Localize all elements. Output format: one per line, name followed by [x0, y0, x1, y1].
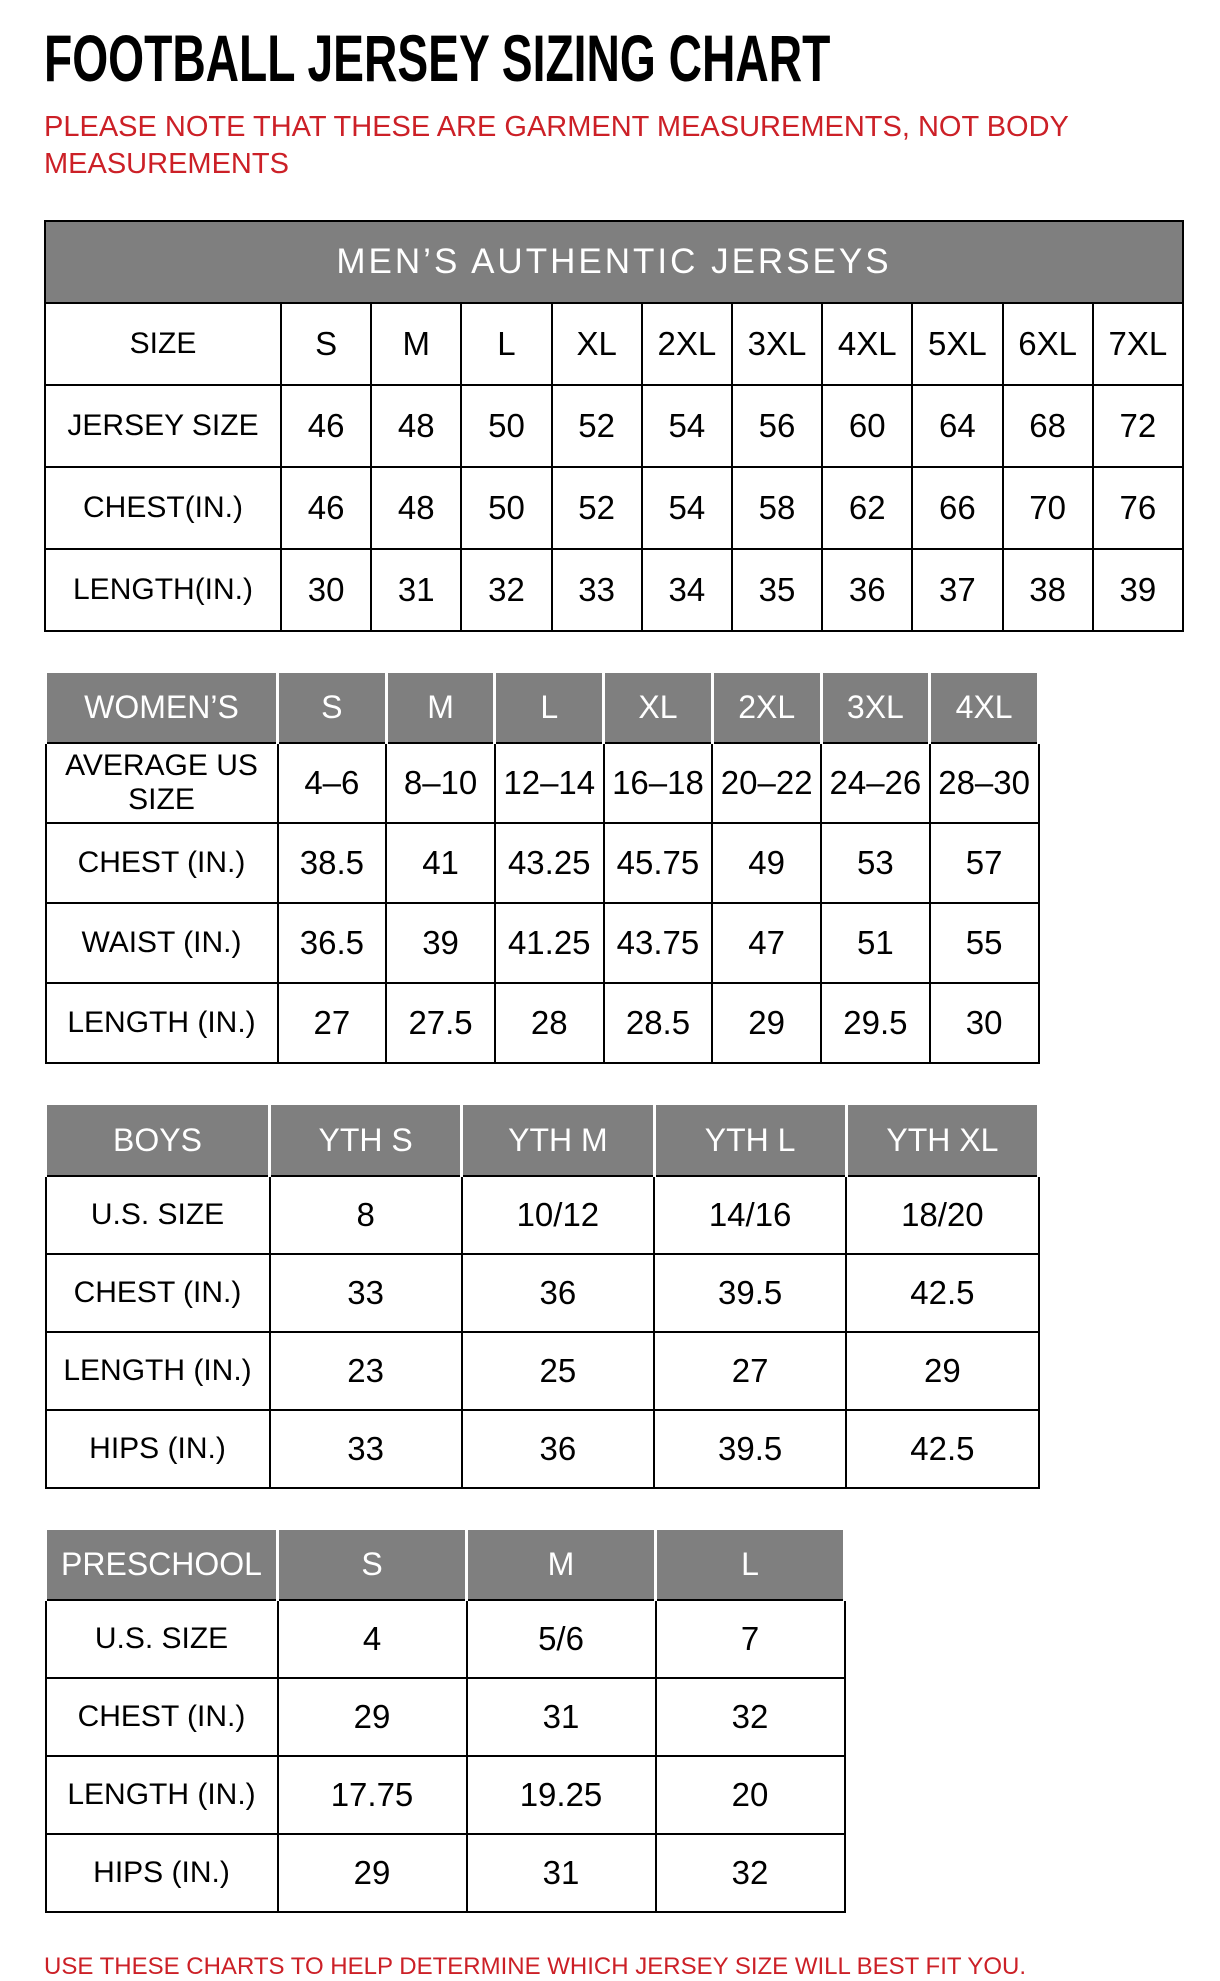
header-size-cell: YTH M: [462, 1104, 654, 1176]
table-row: [46, 1176, 1039, 1254]
header-size-cell: S: [278, 1528, 467, 1600]
header-size-cell: 7XL: [1093, 303, 1183, 385]
value-cell: 36: [462, 1410, 654, 1488]
header-size-cell: M: [371, 303, 461, 385]
value-cell: 36.5: [278, 903, 387, 983]
value-cell: 57: [930, 823, 1039, 903]
value-cell: 48: [371, 467, 461, 549]
header-label-cell: BOYS: [46, 1104, 270, 1176]
value-cell: 31: [467, 1834, 656, 1912]
table-header-row: [46, 671, 1039, 743]
header-size-cell: S: [281, 303, 371, 385]
table-row: [45, 549, 1183, 631]
value-cell: 54: [642, 467, 732, 549]
header-size-cell: XL: [604, 671, 713, 743]
value-cell: 60: [822, 385, 912, 467]
header-size-cell: 5XL: [912, 303, 1002, 385]
row-label-cell: HIPS (IN.): [46, 1834, 278, 1912]
mens-sizing-table: [44, 220, 1184, 632]
header-label-cell: SIZE: [45, 303, 281, 385]
header-size-cell: L: [656, 1528, 845, 1600]
row-label-cell: JERSEY SIZE: [45, 385, 281, 467]
value-cell: 32: [461, 549, 551, 631]
boys-sizing-table: [44, 1102, 1040, 1489]
header-size-cell: M: [467, 1528, 656, 1600]
value-cell: 29: [712, 983, 821, 1063]
header-size-cell: YTH XL: [846, 1104, 1038, 1176]
value-cell: 39: [386, 903, 495, 983]
table-row: [46, 1756, 845, 1834]
value-cell: 32: [656, 1678, 845, 1756]
value-cell: 39: [1093, 549, 1183, 631]
header-size-cell: 3XL: [821, 671, 930, 743]
value-cell: 28.5: [604, 983, 713, 1063]
table-title-row: [45, 221, 1183, 303]
row-label-cell: LENGTH (IN.): [46, 1756, 278, 1834]
value-cell: 47: [712, 903, 821, 983]
value-cell: 49: [712, 823, 821, 903]
value-cell: 38: [1003, 549, 1093, 631]
row-label-cell: LENGTH(IN.): [45, 549, 281, 631]
header-size-cell: 2XL: [642, 303, 732, 385]
value-cell: 70: [1003, 467, 1093, 549]
value-cell: 18/20: [846, 1176, 1038, 1254]
value-cell: 37: [912, 549, 1002, 631]
value-cell: 27: [654, 1332, 846, 1410]
value-cell: 46: [281, 385, 371, 467]
value-cell: 33: [552, 549, 642, 631]
womens-sizing-table: [44, 670, 1040, 1065]
value-cell: 31: [371, 549, 461, 631]
sizing-chart-page: [44, 21, 1190, 1981]
value-cell: 39.5: [654, 1254, 846, 1332]
value-cell: 34: [642, 549, 732, 631]
table-title-bar: MEN’S AUTHENTIC JERSEYS: [45, 221, 1183, 303]
header-size-cell: YTH L: [654, 1104, 846, 1176]
value-cell: 28: [495, 983, 604, 1063]
header-size-cell: XL: [552, 303, 642, 385]
value-cell: 25: [462, 1332, 654, 1410]
value-cell: 41.25: [495, 903, 604, 983]
value-cell: 23: [270, 1332, 462, 1410]
value-cell: 27: [278, 983, 387, 1063]
value-cell: 8: [270, 1176, 462, 1254]
value-cell: 64: [912, 385, 1002, 467]
value-cell: 20: [656, 1756, 845, 1834]
header-size-cell: M: [386, 671, 495, 743]
value-cell: 29: [278, 1834, 467, 1912]
footer-note: USE THESE CHARTS TO HELP DETERMINE WHICH JERSEY SIZE WILL BEST FIT YOU.: [44, 1953, 1027, 1981]
value-cell: 5/6: [467, 1600, 656, 1678]
value-cell: 35: [732, 549, 822, 631]
table-row: [46, 1600, 845, 1678]
row-label-cell: LENGTH (IN.): [46, 983, 278, 1063]
table-row: [45, 467, 1183, 549]
value-cell: 8–10: [386, 743, 495, 823]
row-label-cell: U.S. SIZE: [46, 1176, 270, 1254]
garment-measurements-note: PLEASE NOTE THAT THESE ARE GARMENT MEASUREMENTS, NOT BODY MEASUREMENTS: [44, 111, 1069, 180]
table-row: [46, 1332, 1039, 1410]
value-cell: 33: [270, 1254, 462, 1332]
preschool-sizing-table: [44, 1527, 846, 1914]
table-row: [46, 1410, 1039, 1488]
value-cell: 20–22: [712, 743, 821, 823]
value-cell: 76: [1093, 467, 1183, 549]
row-label-cell: WAIST (IN.): [46, 903, 278, 983]
table-header-row: [45, 303, 1183, 385]
row-label-cell: CHEST (IN.): [46, 1678, 278, 1756]
value-cell: 48: [371, 385, 461, 467]
row-label-cell: CHEST (IN.): [46, 1254, 270, 1332]
value-cell: 29: [278, 1678, 467, 1756]
value-cell: 72: [1093, 385, 1183, 467]
value-cell: 46: [281, 467, 371, 549]
value-cell: 42.5: [846, 1254, 1038, 1332]
header-size-cell: 4XL: [822, 303, 912, 385]
value-cell: 24–26: [821, 743, 930, 823]
value-cell: 27.5: [386, 983, 495, 1063]
table-row: [46, 983, 1039, 1063]
table-row: [46, 823, 1039, 903]
table-header-row: [46, 1528, 845, 1600]
value-cell: 14/16: [654, 1176, 846, 1254]
value-cell: 42.5: [846, 1410, 1038, 1488]
table-row: [46, 1834, 845, 1912]
value-cell: 43.25: [495, 823, 604, 903]
table-row: [45, 385, 1183, 467]
header-size-cell: L: [461, 303, 551, 385]
value-cell: 29: [846, 1332, 1038, 1410]
table-row: [46, 1254, 1039, 1332]
value-cell: 31: [467, 1678, 656, 1756]
value-cell: 54: [642, 385, 732, 467]
header-size-cell: L: [495, 671, 604, 743]
row-label-cell: LENGTH (IN.): [46, 1332, 270, 1410]
value-cell: 66: [912, 467, 1002, 549]
row-label-cell: U.S. SIZE: [46, 1600, 278, 1678]
value-cell: 30: [930, 983, 1039, 1063]
value-cell: 36: [462, 1254, 654, 1332]
value-cell: 39.5: [654, 1410, 846, 1488]
value-cell: 28–30: [930, 743, 1039, 823]
value-cell: 45.75: [604, 823, 713, 903]
value-cell: 19.25: [467, 1756, 656, 1834]
value-cell: 62: [822, 467, 912, 549]
header-size-cell: YTH S: [270, 1104, 462, 1176]
row-label-cell: CHEST(IN.): [45, 467, 281, 549]
header-size-cell: 2XL: [712, 671, 821, 743]
page-title: FOOTBALL JERSEY SIZING CHART: [44, 21, 831, 95]
value-cell: 51: [821, 903, 930, 983]
value-cell: 29.5: [821, 983, 930, 1063]
table-row: [46, 743, 1039, 823]
value-cell: 56: [732, 385, 822, 467]
value-cell: 4: [278, 1600, 467, 1678]
value-cell: 52: [552, 467, 642, 549]
value-cell: 58: [732, 467, 822, 549]
header-label-cell: PRESCHOOL: [46, 1528, 278, 1600]
value-cell: 68: [1003, 385, 1093, 467]
value-cell: 4–6: [278, 743, 387, 823]
value-cell: 43.75: [604, 903, 713, 983]
value-cell: 52: [552, 385, 642, 467]
value-cell: 50: [461, 467, 551, 549]
value-cell: 32: [656, 1834, 845, 1912]
header-size-cell: 3XL: [732, 303, 822, 385]
header-label-cell: WOMEN’S: [46, 671, 278, 743]
table-header-row: [46, 1104, 1039, 1176]
header-size-cell: 6XL: [1003, 303, 1093, 385]
value-cell: 16–18: [604, 743, 713, 823]
value-cell: 12–14: [495, 743, 604, 823]
header-size-cell: 4XL: [930, 671, 1039, 743]
value-cell: 36: [822, 549, 912, 631]
header-size-cell: S: [278, 671, 387, 743]
row-label-cell: AVERAGE US SIZE: [46, 743, 278, 823]
value-cell: 30: [281, 549, 371, 631]
value-cell: 41: [386, 823, 495, 903]
table-row: [46, 903, 1039, 983]
value-cell: 53: [821, 823, 930, 903]
value-cell: 55: [930, 903, 1039, 983]
row-label-cell: CHEST (IN.): [46, 823, 278, 903]
value-cell: 17.75: [278, 1756, 467, 1834]
value-cell: 7: [656, 1600, 845, 1678]
value-cell: 38.5: [278, 823, 387, 903]
value-cell: 10/12: [462, 1176, 654, 1254]
row-label-cell: HIPS (IN.): [46, 1410, 270, 1488]
value-cell: 33: [270, 1410, 462, 1488]
table-row: [46, 1678, 845, 1756]
value-cell: 50: [461, 385, 551, 467]
